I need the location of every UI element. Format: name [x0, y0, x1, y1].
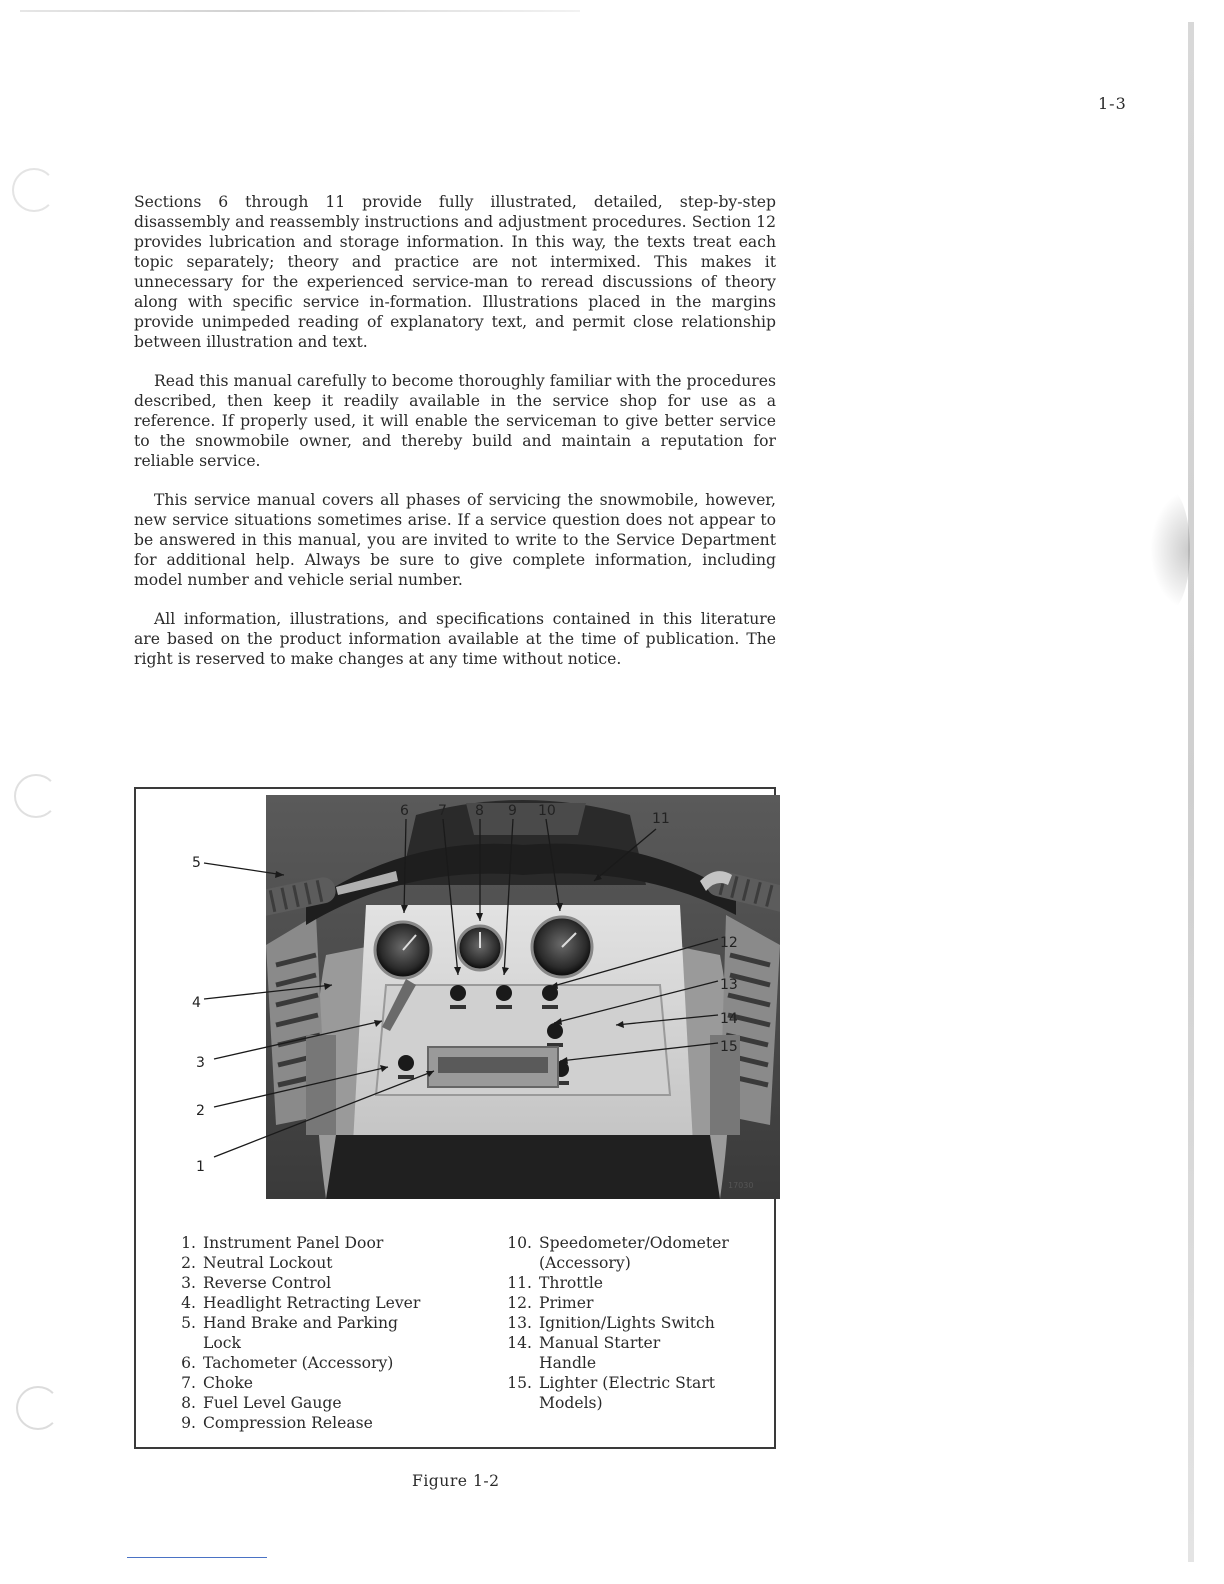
- legend-item: 8. Fuel Level Gauge: [181, 1394, 342, 1412]
- punch-hole-mark-top: [12, 168, 56, 212]
- callout-12: 12: [720, 935, 738, 951]
- paragraph: All information, illustrations, and specifications contained in this literature are based on the product information available at the time of publication. The right is reserved to make changes at any time without notice.: [134, 610, 776, 668]
- legend-item: 9. Compression Release: [181, 1414, 373, 1432]
- callout-14: 14: [720, 1011, 738, 1027]
- body-text: [134, 192, 776, 688]
- legend-item: 15. Lighter (Electric Start Models): [507, 1374, 716, 1412]
- legend-right: [500, 1233, 770, 1413]
- callout-11: 11: [652, 811, 670, 827]
- legend-left: [166, 1233, 466, 1433]
- callout-10: 10: [538, 803, 556, 819]
- edge-shadow: [1150, 490, 1190, 610]
- callout-5: 5: [192, 855, 201, 871]
- figure-caption: Figure 1-2: [412, 1472, 500, 1490]
- legend-item: 13. Ignition/Lights Switch: [507, 1314, 715, 1332]
- legend-item: 6. Tachometer (Accessory): [181, 1354, 394, 1372]
- legend-item: 1. Instrument Panel Door: [181, 1234, 384, 1252]
- callout-7: 7: [438, 803, 447, 819]
- paragraph: This service manual covers all phases of servicing the snowmobile, however, new service situations sometimes arise. If a service question does not appear to be answered in this manual, you are invited to write to the Service Department for additional help. Always be sure to give complete information, including model number and vehicle serial number.: [134, 491, 776, 589]
- paragraph: Read this manual carefully to become thoroughly familiar with the procedures described, then keep it readily available in the service shop for use as a reference. If properly used, it will enable the serviceman to give better service to the snowmobile owner, and thereby build and maintain a reputation for reliable service.: [134, 372, 776, 470]
- callout-13: 13: [720, 977, 738, 993]
- callout-6: 6: [400, 803, 409, 819]
- page-edge-right: [1188, 22, 1194, 1562]
- page-number: 1-3: [1098, 94, 1127, 113]
- callout-9: 9: [508, 803, 517, 819]
- callout-2: 2: [196, 1103, 205, 1119]
- callout-leaders: [136, 789, 776, 1209]
- legend-item: 10. Speedometer/Odometer (Accessory): [507, 1234, 729, 1272]
- callout-15: 15: [720, 1039, 738, 1055]
- legend-item: 14. Manual Starter Handle: [507, 1334, 661, 1372]
- legend-item: 3. Reverse Control: [181, 1274, 332, 1292]
- paragraph: Sections 6 through 11 provide fully illustrated, detailed, step-by-step disassembly and reassembly instructions and adjustment procedures. Section 12 provides lubrication and storage information. In this way, the texts treat each topic separately; theory and practice are not intermixed. This makes it unnecessary for the experienced service-man to reread discussions of theory along with specific service in-formation. Illustrations placed in the margins provide unimpeded reading of explanatory text, and permit close relationship between illustration and text.: [134, 193, 776, 351]
- callout-4: 4: [192, 995, 201, 1011]
- footer-rule: [127, 1557, 267, 1558]
- callout-3: 3: [196, 1055, 205, 1071]
- punch-hole-mark-middle: [14, 774, 58, 818]
- legend-item: 4. Headlight Retracting Lever: [181, 1294, 421, 1312]
- callout-8: 8: [475, 803, 484, 819]
- figure-frame: [134, 787, 776, 1449]
- callout-1: 1: [196, 1159, 205, 1175]
- page-edge-top: [20, 10, 580, 12]
- legend-item: 11. Throttle: [507, 1274, 604, 1292]
- legend-item: 7. Choke: [181, 1374, 254, 1392]
- legend-item: 5. Hand Brake and Parking Lock: [181, 1314, 399, 1352]
- legend-item: 12. Primer: [507, 1294, 594, 1312]
- photo-id: 17030: [728, 1181, 754, 1190]
- punch-hole-mark-bottom: [16, 1386, 60, 1430]
- legend-item: 2. Neutral Lockout: [181, 1254, 333, 1272]
